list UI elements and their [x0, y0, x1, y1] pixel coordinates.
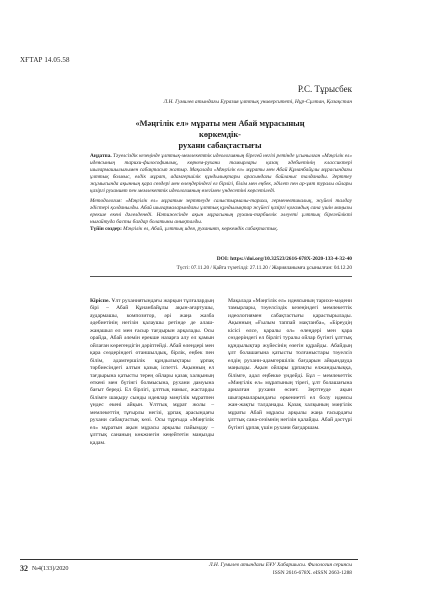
abstract: [90, 153, 352, 233]
author-name: Р.С. Тұрысбек: [297, 84, 352, 94]
footer-rule: [20, 559, 358, 560]
intro-text: Ұлт руханиятындағы жарқын тұлғалардың бірі – Абай Құнанбайұлы ақын-ағартушы, аудармашы, композитор, әрі жаңа жазба әдебиетінің негізін қалаушы ретінде де алаш-жаңашыл ел мен ғасыр тағдырын арқалады. Осы орайда, Абай әлемін ерекше назарға алу ел қамын ойлаған көрегендігін дәріптейді. Абай өлеңдері мен қара сөздеріндегі отаншылдық, бірлік, еңбек пен білім, адамгершілік құндылықтары ұрпақ тәрбиесіндегі алтын қазық іспетті. Ақынның ел тағдырына қатысты терең ойлары қазақ халқының өткені мен бүгінгі болмысына, рухани дамуына бағыт береді. Ел бірлігі, ұлттық намыс, жастарды білімге шақыру сынды идеялар мәңгілік мұратпен үндес екені айқын. Ұлттық мұрат жолы – мемлекеттің тұғырлы негізі, ұрпақ арасындағы рухани сабақтастық көзі. Осы тұрғыда «Мәңгілік ел» мұратын ақын мұрасы арқылы пайымдау – ұлттық сананың көкжиегін кеңейтетін маңызды қадам.: [90, 298, 214, 446]
journal-info: [209, 562, 352, 577]
xftar-code: ХҒТАР 14.05.58: [20, 56, 70, 64]
title-line-2: рухани сабақтастығы: [178, 141, 262, 150]
doi-link[interactable]: DOI: https://doi.org/10.32523/2616-678X-2020-133-4-32-40: [216, 256, 352, 262]
journal-issn: ISSN 2616-678X. eISSN 2663-1288: [272, 569, 352, 576]
issue-number: №4(133)/2020: [32, 565, 69, 572]
keywords-text: Мәңгілік ел, Абай, ұлттық идея, руханият, көркемдік сабақтастық.: [121, 225, 279, 232]
journal-title: Л.Н. Гумилев атындағы ЕҰУ Хабаршысы. Филология сериясы: [208, 562, 352, 568]
article-dates: Түсті: 07.11.20 / Қайта түзетілді: 27.11.20 / Жарияланымға ұсынылған: 04.12.20: [176, 265, 352, 271]
body-column-right: [228, 298, 352, 432]
abstract-text: Тәуелсіздік кезеңінде ұлттық-мемлекеттік идеологияның бірегей негізі ретінде ұсынылған «Мәңгілік ел» идеясының тарихи-философиялық, көркем-рухани тамырлары қазақ әдебиетінің классиктері шығармашылығымен сабақтасып жатыр. Мақалада «Мәңгілік ел» мұраты мен Абай Құнанбайұлы мұрасындағы ұлттық болмыс, елдік мұрат, адамгершілік құндылықтары арасындағы байланыс талданады. Зерттеу жұмысында ақынның қара сөздері мен өлеңдеріндегі ел бірлігі, білім мен еңбек, әділет пен ар-ұят туралы ойлары қазіргі руханият пен мемлекеттік идеологияның өзегімен үндесетіні көрсетіледі.: [90, 153, 352, 195]
body-text-right: Мақалада «Мәңгілік ел» идеясының тарихи-мәдени тамырлары, тәуелсіздік кезеңіндегі мемлекеттік идеологиямен сабақтастығы қарастырылады. Ақынның «Ғылым таппай мақтанба», «Біреудің кісісі өлсе, қаралы ол» өлеңдері мен қара сөздеріндегі ел бірлігі туралы ойлар бүгінгі ұлттық құндылықтар жүйесінің өзегін құрайды. Абайдың ұлт болашағына қатысты толғаныстары тәуелсіз елдің рухани-адамгершілік бағдарын айқындауда маңызды. Ақын ойлары ұрпақты елжандылыққа, білімге, адал еңбекке үндейді. Бұл – мемлекеттік «Мәңгілік ел» мұратының тірегі, ұлт болашағына арналған рухани өсиет. Зерттеуде ақын шығармаларындағы өркениетті ел болу идеясы жан-жақты талданады. Қазақ халқының мәңгілік мұраты Абай мұрасы арқылы жаңа ғасырдағы ұлттық сана-сезімнің негізін қалайды. Абай дәстүрі бүгінгі ұрпақ үшін рухани бағдаршам.: [228, 298, 352, 431]
keywords-label: Түйін сөздер:: [90, 225, 122, 232]
methodology-text: «Мәңгілік ел» мұратын зерттеуде салыстырмалы-тарихи, герменевтикалық, жүйелі талдау әдістері қолданылды. Абай шығармаларындағы ұлттық құндылықтар жүйесі қазіргі қоғамдық сана үшін маңызы ерекше екені дәлелденеді. Нәтижесінде ақын мұрасының рухани-тәрбиелік әлеуеті ұлттық бірегейлікті нығайтуда басты бағдар болатыны анықталды.: [90, 197, 352, 225]
intro-heading: Кіріспе.: [90, 298, 110, 304]
body-column-left: [90, 298, 214, 447]
title-line-1: «Мәңгілік ел» мұраты мен Абай мұрасының көркемдік-: [135, 119, 305, 139]
section-divider: [90, 276, 352, 277]
article-title: [120, 118, 320, 151]
author-affiliation: Л.Н. Гумилев атындағы Еуразия ұлттық университеті, Нұр-Сұлтан, Қазақстан: [163, 99, 352, 105]
page-number: 32: [20, 564, 28, 573]
methodology-label: Методология:: [90, 197, 123, 204]
abstract-label: Аңдатпа.: [90, 153, 112, 159]
